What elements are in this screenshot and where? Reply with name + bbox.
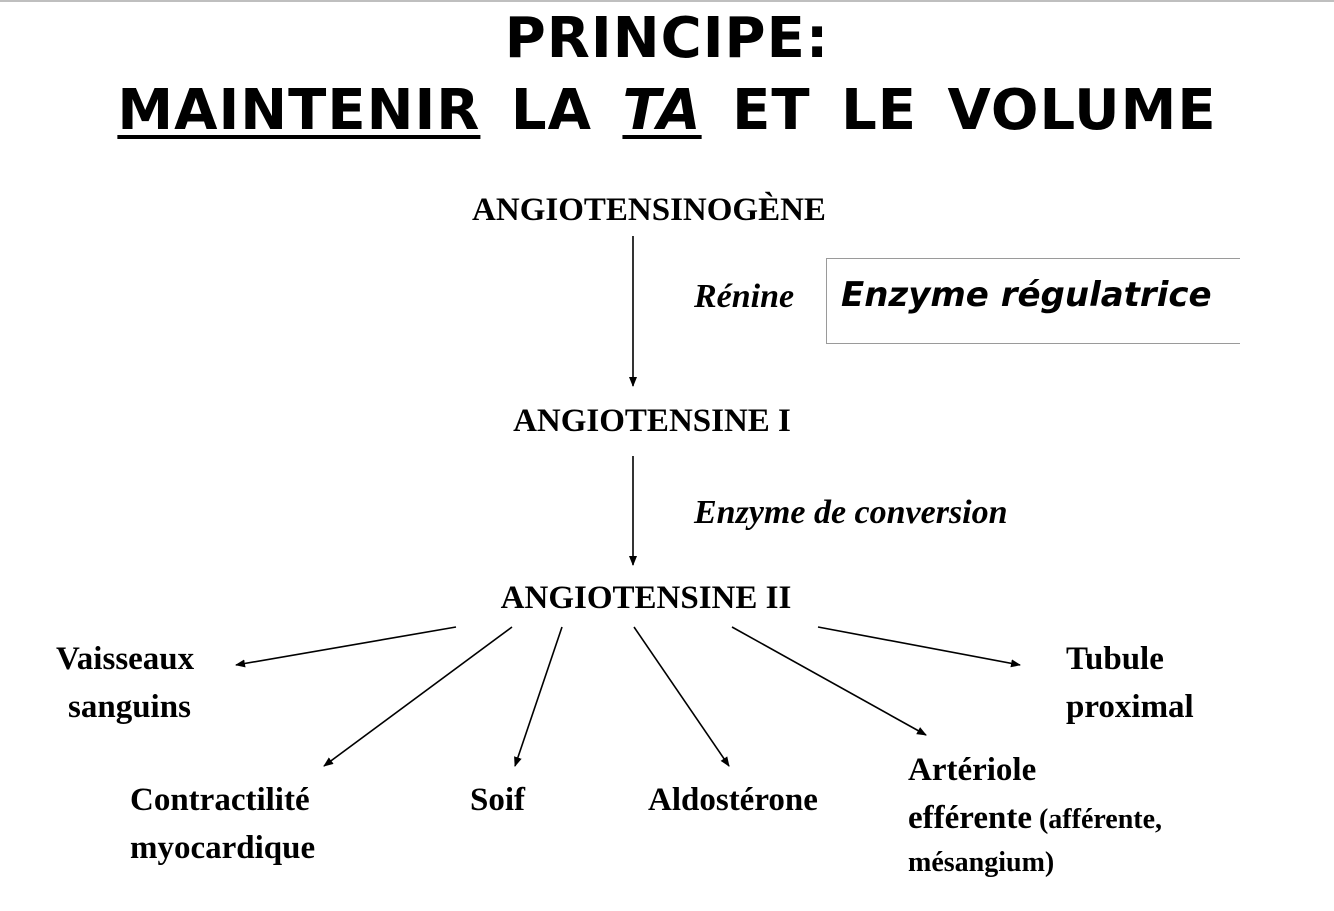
effect-blood-vessels-line1: Vaisseaux — [56, 641, 195, 677]
node-angiotensinogen: ANGIOTENSINOGÈNE — [472, 192, 826, 228]
arrow-to-aldosterone — [634, 627, 729, 766]
title-word-la: LA — [480, 78, 623, 143]
arrow-to-contractility — [324, 627, 512, 766]
effect-blood-vessels-line2: sanguins — [68, 689, 191, 725]
effect-blood-vessels — [56, 635, 194, 731]
effect-myocardial-contractility — [130, 776, 315, 872]
effect-arteriole-line3: mésangium) — [908, 847, 1055, 878]
arrow-to-tubule — [818, 627, 1020, 665]
effect-proximal-tubule — [1066, 635, 1194, 731]
title-word-maintenir: MAINTENIR — [117, 78, 481, 143]
effect-arteriole-line1: Artériole — [908, 752, 1037, 788]
arrow-to-thirst — [515, 627, 562, 766]
label-renin: Rénine — [694, 278, 795, 315]
node-angiotensin-2: ANGIOTENSINE II — [500, 580, 792, 616]
effect-arteriole-line2-wrap — [908, 794, 1162, 844]
arrow-to-vessels — [236, 627, 456, 665]
title-word-ta: TA — [622, 78, 702, 143]
regulatory-enzyme-box — [826, 258, 1240, 344]
node-angiotensin-1: ANGIOTENSINE I — [513, 403, 791, 439]
regulatory-enzyme-note: Enzyme régulatrice — [841, 275, 1212, 315]
effect-arteriole-note: (afférente, — [1031, 804, 1163, 835]
arrow-to-arteriole — [732, 627, 926, 735]
title-word-rest: ET LE VOLUME — [701, 78, 1217, 143]
title-principle: PRINCIPE: — [504, 6, 830, 71]
effect-efferent-arteriole — [908, 746, 1162, 882]
effect-proximal-tubule-line1: Tubule — [1066, 641, 1164, 677]
effect-aldosterone: Aldostérone — [648, 782, 818, 818]
effect-arteriole-line2: efférente — [908, 800, 1032, 836]
label-conversion-enzyme: Enzyme de conversion — [694, 494, 1008, 531]
effect-proximal-tubule-line2: proximal — [1066, 689, 1194, 725]
effect-contractility-line1: Contractilité — [130, 782, 310, 818]
effect-contractility-line2: myocardique — [130, 830, 316, 866]
effect-thirst: Soif — [470, 782, 526, 818]
